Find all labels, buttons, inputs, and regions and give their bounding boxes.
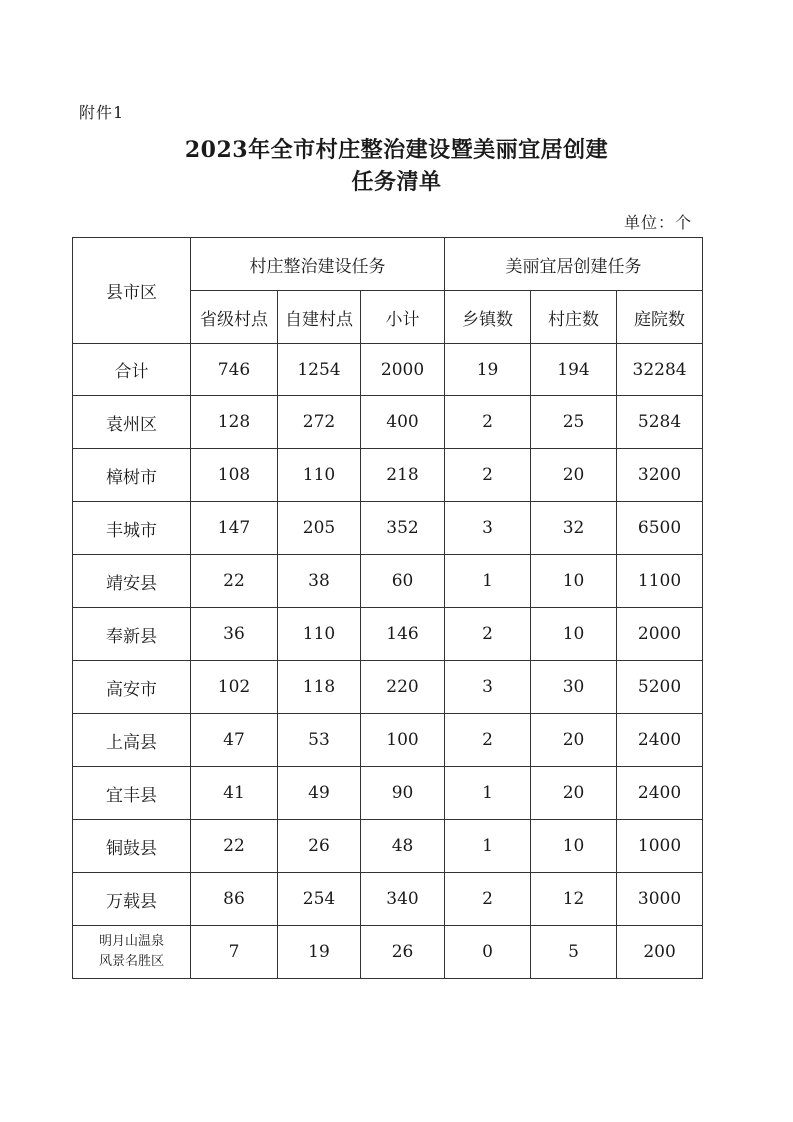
table-cell: 2: [445, 449, 531, 502]
table-cell: 146: [361, 608, 445, 661]
table-cell: 6500: [617, 502, 703, 555]
table-cell: 110: [278, 608, 361, 661]
region-header: 县市区: [73, 238, 191, 344]
region-cell: [73, 926, 191, 979]
table-row: [73, 926, 703, 979]
table-cell: 60: [361, 555, 445, 608]
column-header: 乡镇数: [445, 291, 531, 344]
task-table: [72, 237, 703, 979]
total-label: 合计: [73, 344, 191, 396]
table-cell: 400: [361, 396, 445, 449]
total-row: [73, 344, 703, 396]
table-cell: 3000: [617, 873, 703, 926]
table-cell: 272: [278, 396, 361, 449]
table-cell: 26: [361, 926, 445, 979]
table-cell: 19: [278, 926, 361, 979]
table-cell: 36: [191, 608, 278, 661]
region-line: 明月山温泉: [98, 934, 164, 949]
table-cell: 2000: [617, 608, 703, 661]
table-cell: 86: [191, 873, 278, 926]
village-task-group-header: 村庄整治建设任务: [191, 238, 445, 291]
table-row: [73, 767, 703, 820]
table-cell: 2400: [617, 767, 703, 820]
table-cell: 22: [191, 820, 278, 873]
table-cell: 110: [278, 449, 361, 502]
table-cell: 200: [617, 926, 703, 979]
document-title-line1: 2023年全市村庄整治建设暨美丽宜居创建: [184, 137, 609, 163]
column-header: 小计: [361, 291, 445, 344]
table-cell: 2: [445, 608, 531, 661]
table-cell: 340: [361, 873, 445, 926]
table-row: [73, 608, 703, 661]
table-cell: 2: [445, 873, 531, 926]
table-cell: 20: [531, 767, 617, 820]
table-cell: 26: [278, 820, 361, 873]
table-cell: 2400: [617, 714, 703, 767]
table-cell: 220: [361, 661, 445, 714]
table-cell: 118: [278, 661, 361, 714]
unit-label: 单位：个: [624, 213, 693, 232]
table-cell: 47: [191, 714, 278, 767]
attachment-label: 附件1: [79, 103, 125, 122]
table-cell: 1254: [278, 344, 361, 396]
table-cell: 3200: [617, 449, 703, 502]
region-cell: 丰城市: [73, 502, 191, 555]
table-cell: 32284: [617, 344, 703, 396]
table-cell: 5284: [617, 396, 703, 449]
table-cell: 48: [361, 820, 445, 873]
region-cell: 万载县: [73, 873, 191, 926]
table-row: [73, 714, 703, 767]
table-cell: 1: [445, 820, 531, 873]
livable-task-group-header: 美丽宜居创建任务: [445, 238, 703, 291]
table-cell: 1000: [617, 820, 703, 873]
table-cell: 352: [361, 502, 445, 555]
region-cell: 宜丰县: [73, 767, 191, 820]
region-cell: 袁州区: [73, 396, 191, 449]
table-cell: 1: [445, 555, 531, 608]
table-row: [73, 502, 703, 555]
table-cell: 1: [445, 767, 531, 820]
table-cell: 10: [531, 820, 617, 873]
region-line: 风景名胜区: [98, 954, 164, 969]
table-header-row: [73, 238, 703, 291]
table-cell: 0: [445, 926, 531, 979]
table-cell: 19: [445, 344, 531, 396]
table-cell: 20: [531, 714, 617, 767]
table-cell: 254: [278, 873, 361, 926]
region-cell: 樟树市: [73, 449, 191, 502]
table-cell: 5200: [617, 661, 703, 714]
table-cell: 108: [191, 449, 278, 502]
table-row: [73, 449, 703, 502]
table-cell: 2: [445, 396, 531, 449]
table-cell: 102: [191, 661, 278, 714]
table-cell: 10: [531, 608, 617, 661]
table-cell: 41: [191, 767, 278, 820]
table-cell: 205: [278, 502, 361, 555]
table-cell: 3: [445, 661, 531, 714]
table-cell: 49: [278, 767, 361, 820]
table-cell: 2000: [361, 344, 445, 396]
table-cell: 25: [531, 396, 617, 449]
table-row: [73, 820, 703, 873]
table-cell: 7: [191, 926, 278, 979]
table-cell: 10: [531, 555, 617, 608]
table-cell: 32: [531, 502, 617, 555]
table-row: [73, 555, 703, 608]
table-cell: 1100: [617, 555, 703, 608]
table-cell: 20: [531, 449, 617, 502]
table-cell: 128: [191, 396, 278, 449]
table-row: [73, 396, 703, 449]
column-header: 省级村点: [191, 291, 278, 344]
region-cell: 高安市: [73, 661, 191, 714]
table-cell: 2: [445, 714, 531, 767]
table-cell: 218: [361, 449, 445, 502]
table-cell: 746: [191, 344, 278, 396]
table-cell: 90: [361, 767, 445, 820]
column-header: 村庄数: [531, 291, 617, 344]
table-cell: 5: [531, 926, 617, 979]
table-row: [73, 873, 703, 926]
table-cell: 12: [531, 873, 617, 926]
table-cell: 3: [445, 502, 531, 555]
region-cell: 铜鼓县: [73, 820, 191, 873]
table-cell: 53: [278, 714, 361, 767]
region-cell: 奉新县: [73, 608, 191, 661]
region-cell: 靖安县: [73, 555, 191, 608]
region-cell: 上高县: [73, 714, 191, 767]
table-cell: 100: [361, 714, 445, 767]
table-cell: 30: [531, 661, 617, 714]
column-header: 庭院数: [617, 291, 703, 344]
table-row: [73, 661, 703, 714]
column-header: 自建村点: [278, 291, 361, 344]
document-title-line2: 任务清单: [351, 169, 442, 195]
table-cell: 38: [278, 555, 361, 608]
table-cell: 22: [191, 555, 278, 608]
table-cell: 194: [531, 344, 617, 396]
table-cell: 147: [191, 502, 278, 555]
